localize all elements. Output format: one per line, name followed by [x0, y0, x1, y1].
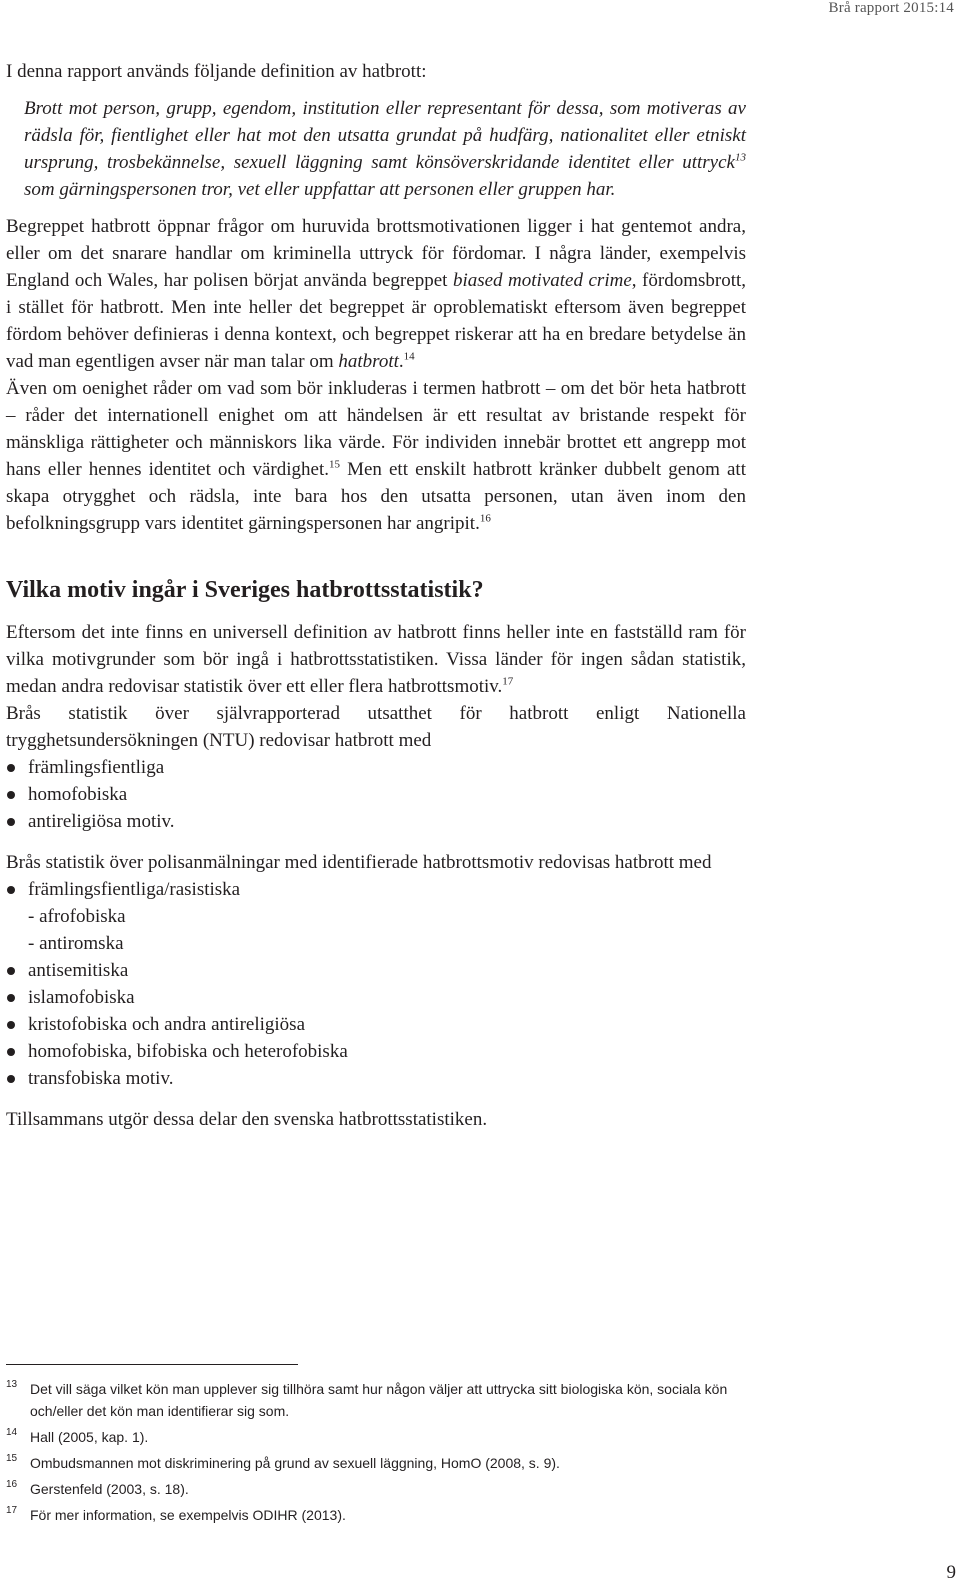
- paragraph-biased-crime: [6, 213, 746, 375]
- footnote-number: 17: [6, 1505, 18, 1516]
- list-item: främlingsfientliga/rasistiska: [6, 876, 746, 903]
- para3-text: Eftersom det inte finns en universell definition av hatbrott finns heller inte en fastställd ram för vilka motivgrunder som bör ingå i hatbrottsstatistiken. Vissa länder för ingen sådan statistik, medan andra redovisar statistik över ett eller flera hatbrottsmotiv.: [6, 622, 746, 697]
- section-heading: Vilka motiv ingår i Sveriges hatbrottsstatistik?: [6, 577, 484, 603]
- para1-text-a: Begreppet hatbrott öppnar frågor om huruvida brottsmotivationen ligger i hat gentemot andra, eller om det snarare handlar om kriminella uttryck för fördomar. I några länder, exempelvis England och Wales, har polisen börjat använda begreppet: [6, 216, 746, 291]
- paragraph-ntu: Brås statistik över självrapporterad utsatthet för hatbrott enligt Nationella trygghetsundersökningen (NTU) redovisar hatbrott med: [6, 703, 746, 751]
- footnote-ref-16[interactable]: 16: [479, 512, 491, 525]
- para1-text-c: , fördomsbrott, i stället för hatbrott. Men inte heller det begreppet är oproblematiskt eftersom även begreppet fördom behöver definieras i denna kontext, och begreppet riskerar att ha en bredare betydelse än vad man egentligen avser när man talar om: [6, 270, 746, 372]
- running-header: Brå rapport 2015:14: [828, 0, 954, 16]
- footnote-number: 15: [6, 1453, 18, 1464]
- para2-text-a: Även om oenighet råder om vad som bör inkluderas i termen hatbrott – om det bör heta hatbrott – råder det internationell enighet om att händelsen är ett resultat av bristande respekt för mänskliga rättigheter och människors lika värde. För individen innebär brottet ett angrepp mot hans eller hennes identitet och värdighet.: [6, 378, 746, 480]
- para1-italic-hatbrott: hatbrott: [338, 351, 399, 372]
- footnote: [6, 1426, 766, 1448]
- footnote-ref-15[interactable]: 15: [328, 458, 340, 471]
- footnote: [6, 1504, 766, 1526]
- footnote-text: Gerstenfeld (2003, s. 18).: [30, 1481, 189, 1497]
- list-item: främlingsfientliga: [6, 754, 746, 781]
- main-content: [6, 58, 746, 1133]
- paragraph-summary: Tillsammans utgör dessa delar den svenska hatbrottsstatistiken.: [6, 1109, 488, 1130]
- paragraph-statistics-intro: [6, 619, 746, 700]
- list-item: kristofobiska och andra antireligiösa: [6, 1011, 746, 1038]
- footnote-text: För mer information, se exempelvis ODIHR (2013).: [30, 1507, 346, 1523]
- list-item: antisemitiska: [6, 957, 746, 984]
- paragraph-police-reports: Brås statistik över polisanmälningar med identifierade hatbrottsmotiv redovisas hatbrott med: [6, 852, 712, 873]
- list-item: antireligiösa motiv.: [6, 808, 746, 835]
- definition-tail: som gärningspersonen tror, vet eller uppfattar att personen eller gruppen har.: [24, 179, 616, 200]
- para2-text-b: Men ett enskilt hatbrott kränker dubbelt genom att skapa otrygghet och rädsla, inte bara hos den utsatta personen, utan även inom den befolkningsgrupp vars identitet gärningspersonen har angripit.: [6, 459, 746, 534]
- footnote-ref-14[interactable]: 14: [403, 350, 415, 363]
- footnote: [6, 1478, 766, 1500]
- ntu-motive-list: [6, 754, 746, 835]
- footnote-text: Ombudsmannen mot diskriminering på grund av sexuell läggning, HomO (2008, s. 9).: [30, 1455, 560, 1471]
- list-item: transfobiska motiv.: [6, 1065, 746, 1092]
- paragraph-consensus: [6, 375, 746, 537]
- list-subitem: - afrofobiska: [28, 906, 126, 927]
- intro-lead: I denna rapport används följande definition av hatbrott:: [6, 61, 427, 82]
- police-motive-list: [6, 876, 746, 1092]
- page-number: 9: [946, 1562, 956, 1583]
- list-subitem: - antiromska: [28, 933, 124, 954]
- list-item: homofobiska, bifobiska och heterofobiska: [6, 1038, 746, 1065]
- footnote-number: 13: [6, 1379, 18, 1390]
- footnote-number: 14: [6, 1427, 18, 1438]
- footnotes: [6, 1378, 766, 1530]
- list-item: homofobiska: [6, 781, 746, 808]
- para1-text-e: .: [398, 351, 404, 372]
- footnote-text: Det vill säga vilket kön man upplever sig tillhöra samt hur någon väljer att uttrycka sitt biologiska kön, sociala kön och/eller det kön man identifierar sig som.: [30, 1381, 728, 1419]
- footnote-ref-13[interactable]: 13: [735, 151, 746, 164]
- para1-italic-term: biased motivated crime: [452, 270, 632, 291]
- footnote: [6, 1378, 766, 1422]
- footnote-divider: [6, 1364, 298, 1365]
- footnote-number: 16: [6, 1479, 18, 1490]
- definition-text: Brott mot person, grupp, egendom, institution eller representant för dessa, som motiveras av rädsla för, fientlighet eller hat mot den utsatta grundat på hudfärg, nationalitet eller etniskt ursprung, trosbekännelse, sexuell läggning samt könsöverskridande identitet eller uttryck: [24, 98, 746, 173]
- footnote: [6, 1452, 766, 1474]
- footnote-ref-17[interactable]: 17: [502, 675, 514, 688]
- footnote-text: Hall (2005, kap. 1).: [30, 1429, 149, 1445]
- list-item: islamofobiska: [6, 984, 746, 1011]
- hate-crime-definition: [24, 95, 746, 203]
